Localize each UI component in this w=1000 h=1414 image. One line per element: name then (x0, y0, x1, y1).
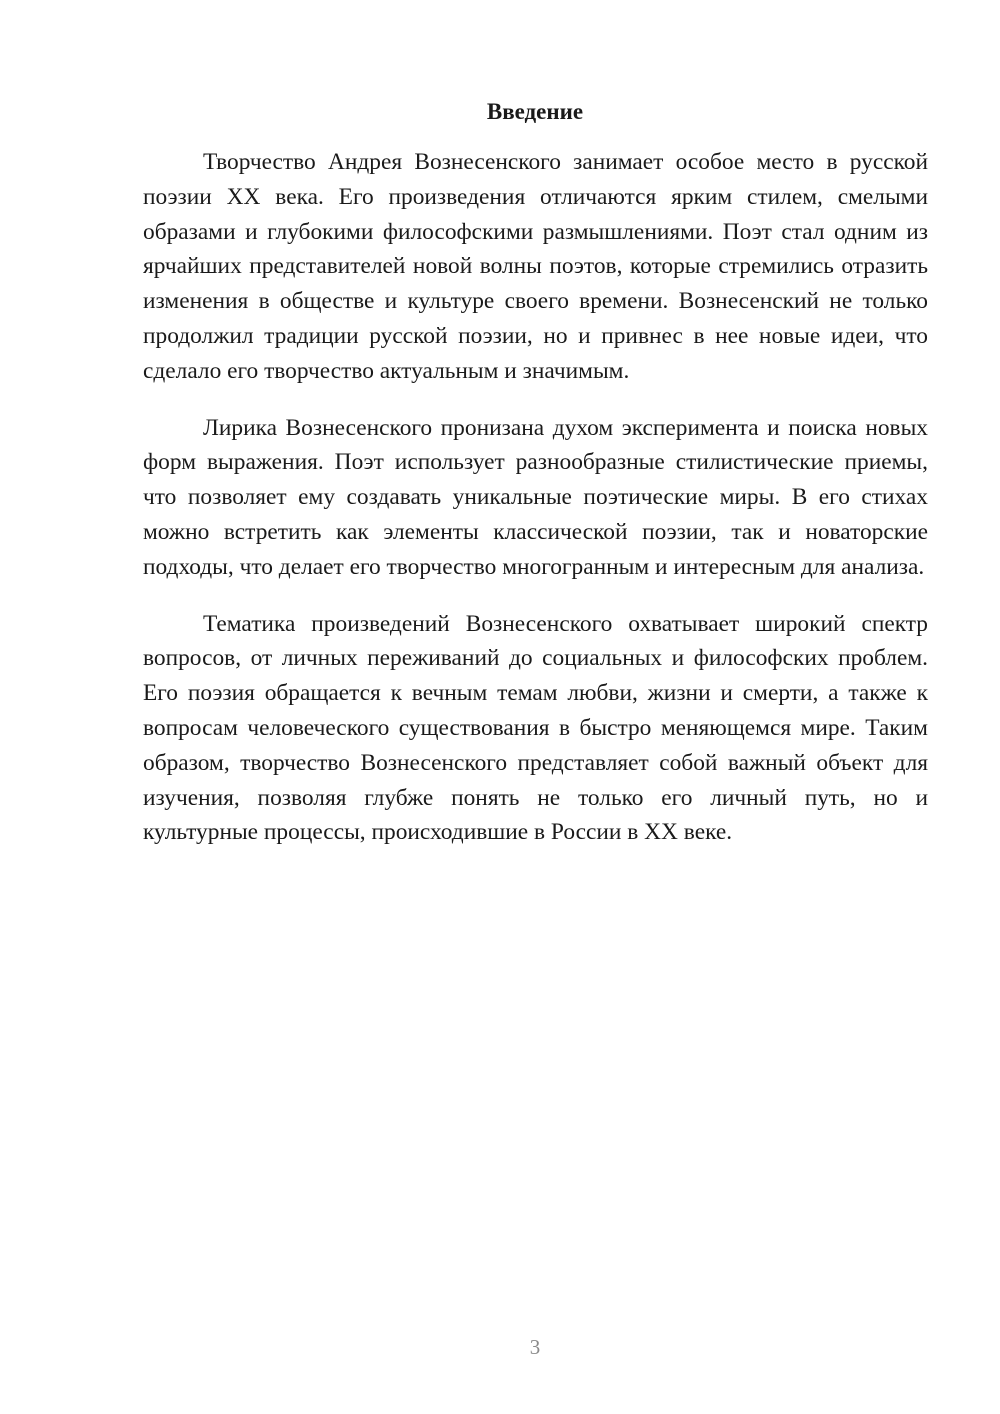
paragraph: Тематика произведений Вознесенского охватывает широкий спектр вопросов, от личных переживаний до социальных и философских проблем. Его поэзия обращается к вечным темам любви, жизни и смерти, а также к вопросам человеческого существования в быстро меняющемся мире. Таким образом, творчество Вознесенского представляет собой важный объект для изучения, позволяя глубже понять не только его личный путь, но и культурные процессы, происходившие в России в XX веке. (143, 610, 928, 846)
paragraph: Лирика Вознесенского пронизана духом эксперимента и поиска новых форм выражения. Поэт использует разнообразные стилистические приемы, что позволяет ему создавать уникальные поэтические миры. В его стихах можно встретить как элементы классической поэзии, так и новаторские подходы, что делает его творчество многогранным и интересным для анализа. (143, 414, 928, 580)
paragraph: Творчество Андрея Вознесенского занимает особое место в русской поэзии XX века. Его произведения отличаются ярким стилем, смелыми образами и глубокими философскими размышлениями. Поэт стал одним из ярчайших представителей новой волны поэтов, которые стремились отразить изменения в обществе и культуре своего времени. Вознесенский не только продолжил традиции русской поэзии, но и привнес в нее новые идеи, что сделало его творчество актуальным и значимым. (143, 149, 928, 384)
body-text (143, 145, 928, 872)
section-heading: Введение (486, 99, 584, 124)
page-number: 3 (529, 1335, 541, 1359)
